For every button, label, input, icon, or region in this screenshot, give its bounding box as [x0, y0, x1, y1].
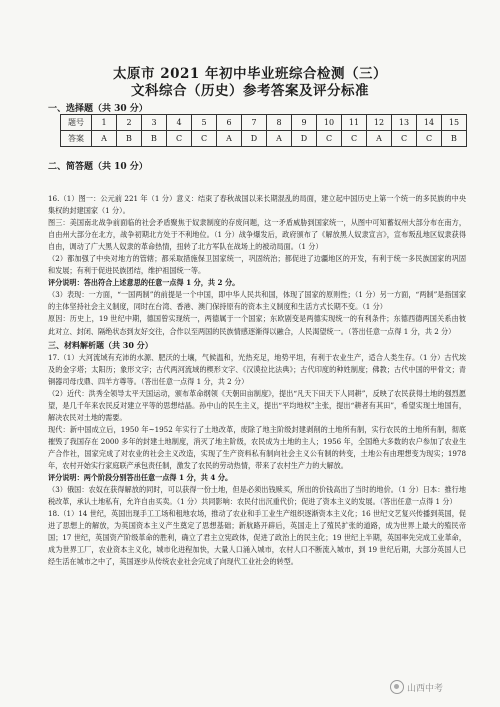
answer-cell: C	[392, 131, 417, 147]
question-number: 3	[142, 115, 167, 131]
document-title: 太原市 2021 年初中毕业班综合检测（三）	[113, 66, 387, 82]
material-paragraph: （2）近代：洪秀全领导太平天国运动，颁布革命纲领《天朝田亩制度》，提出“凡天下田天下人同耕”，反映了农民获得土地的强烈愿望，是几千年来农民反对建立平等的思想结晶。孙中山的民生主义，提出“平均地权”主张，提出“耕者有其田”，希望实现土地国有，解决农民对土地的需要。	[48, 388, 466, 422]
answer-cell: D	[292, 131, 317, 147]
answer-cell: A	[267, 131, 292, 147]
short-paragraph: 原因：历史上，19 世纪中期，德国曾实现统一，两德属于一个国家；东欧剧变是两德实现统一的有利条件；东德西德两国关系由彼此对立、封闭、隔绝状态到友好交往，合作以至两国的民族情感逐渐得以融合，人民渴望统一。（答出任意一点得 1 分，共 2 分）	[48, 314, 466, 336]
question-number: 6	[217, 115, 242, 131]
answer-cell: D	[242, 131, 267, 147]
scoring-note: 评分说明：两个阶段分别答出任意一点得 1 分，共 4 分。	[48, 473, 233, 483]
answer-cell: C	[317, 131, 342, 147]
question-number: 12	[367, 115, 392, 131]
answer-table-answer-row	[61, 131, 467, 147]
answer-cell: A	[217, 131, 242, 147]
answer-table	[60, 114, 467, 147]
question-number: 15	[442, 115, 467, 131]
material-paragraph: （3）俄国：农奴在获得解放的同时，可以获得一份土地，但是必须出钱赎买，所出的价钱高出了当时的地价。（1 分）日本：推行地税改革，承认土地私有，允许自由买卖。（1 分）共同影响：农民付出沉重代价；促进了资本主义的发展。（答出任意一点得 1 分）	[48, 485, 466, 507]
scoring-note: 评分说明：答出符合上述意思的任意一点得 1 分，共 2 分。	[48, 278, 240, 288]
choice-section-heading: 一、选择题（共 30 分）	[48, 104, 148, 114]
material-section-heading: 三、材料解析题（共 30 分）	[48, 339, 153, 350]
answer-body	[48, 193, 466, 568]
answer-cell: A	[367, 131, 392, 147]
question-number: 14	[417, 115, 442, 131]
answer-table-number-row	[61, 115, 467, 131]
answer-cell: B	[442, 131, 467, 147]
question-number: 13	[392, 115, 417, 131]
question-number: 9	[292, 115, 317, 131]
short-section-heading: 二、简答题（共 10 分）	[48, 162, 148, 172]
question-number: 8	[267, 115, 292, 131]
question-number: 10	[317, 115, 342, 131]
material-paragraph: 17.（1）大河流域有充沛的水源、肥沃的土壤，气候温和，光热充足，地势平坦，有利于农业生产，适合人类生存。（1 分）古代埃及的金字塔；太阳历；象形文字；古代两河流域的楔形文字、《汉谟拉比法典》；古代印度的种姓制度；佛教；古代中国的甲骨文；青铜器司母戊鼎、四羊方尊等。（答出任意一点得 1 分，共 2 分）	[48, 352, 466, 386]
answer-cell: B	[117, 131, 142, 147]
material-paragraph: 现代：新中国成立后，1950 年~1952 年实行了土地改革，废除了地主阶级封建剥削的土地所有制，实行农民的土地所有制，彻底摧毁了我国存在 2000 多年的封建土地制度，消灭了地主阶级，农民成为土地的主人；1956 年，全国绝大多数的农户参加了农业生产合作社，国家完成了对农业的社会主义改造，实现了生产资料私有制向社会主义公有制的转变，土地公有由理想变为现实；1978 年，农村开始实行家庭联产承包责任制，激发了农民的劳动热情，带来了农村生产力的大解放。	[48, 424, 466, 471]
short-paragraph: 16.（1）图一：公元前 221 年（1 分）意义：结束了春秋战国以来长期混乱的局面，建立起中国历史上第一个统一的多民族的中央集权的封建国家（1 分）。	[48, 194, 466, 216]
material-paragraph: 18.（1）14 世纪，英国出现手工工场和租地农场，推动了农业和手工业生产组织逐渐资本主义化；16 世纪文艺复兴传播到英国，促进了思想上的解放，为英国资本主义产生奠定了思想基础；新航路开辟后，英国走上了殖民扩张的道路，成为世界上最大的殖民帝国；17 世纪，英国资产阶级革命的胜利，确立了君主立宪政体，促进了政治上的民主化；19 世纪上半期，英国率先完成工业革命，成为世界工厂，农业资本主义化，城市化进程加快，大量人口涌入城市，农村人口不断流入城市，到 19 世纪后期，大部分英国人已经生活在城市之中了，英国逐步从传统农业社会完成了向现代工业社会的转型。	[48, 509, 466, 567]
watermark-text: 山西中考	[407, 683, 444, 694]
answer-cell: A	[92, 131, 117, 147]
source-watermark	[390, 680, 443, 694]
question-number: 1	[92, 115, 117, 131]
number-row-label: 题号	[61, 115, 92, 131]
answer-cell: C	[167, 131, 192, 147]
short-paragraph: （2）都加强了中央对地方的管辖；都采取措施保卫国家统一，巩固统治；都促进了边疆地区的开发，有利于统一多民族国家的巩固和发展；有利于促进民族团结，维护祖国统一等。	[48, 254, 466, 276]
question-number: 2	[117, 115, 142, 131]
short-paragraph: （3）表现：一方面，“一国两制”的前提是一个中国，即中华人民共和国，体现了国家的原则性；（1 分）另一方面，“两制”是指国家的主体坚持社会主义制度，同时在台湾、香港、澳门保持原有的资本主义制度和生活方式长期不变。（1 分）	[48, 290, 466, 312]
question-number: 7	[242, 115, 267, 131]
answer-cell: B	[142, 131, 167, 147]
answer-cell: C	[192, 131, 217, 147]
short-paragraph: 图三：美国南北战争前面临的社会矛盾聚焦于奴隶制度的存废问题，这一矛盾威胁到国家统一，从图中可知蓄奴州大部分布在南方，自由州大部分在北方，战争初期北方处于不利地位。（1 分）战争爆发后，政府颁布了《解放黑人奴隶宣言》，宣布叛乱地区奴隶获得自由，调动了广大黑人奴隶的革命热情，扭转了北方军队在战场上的被动局面。（1 分）	[48, 218, 466, 252]
document-subtitle: 文科综合（历史）参考答案及评分标准	[131, 83, 369, 99]
question-number: 11	[342, 115, 367, 131]
answer-cell: C	[417, 131, 442, 147]
answer-row-label: 答案	[61, 131, 92, 147]
wechat-logo-icon	[390, 680, 404, 694]
question-number: 4	[167, 115, 192, 131]
answer-cell: C	[342, 131, 367, 147]
question-number: 5	[192, 115, 217, 131]
